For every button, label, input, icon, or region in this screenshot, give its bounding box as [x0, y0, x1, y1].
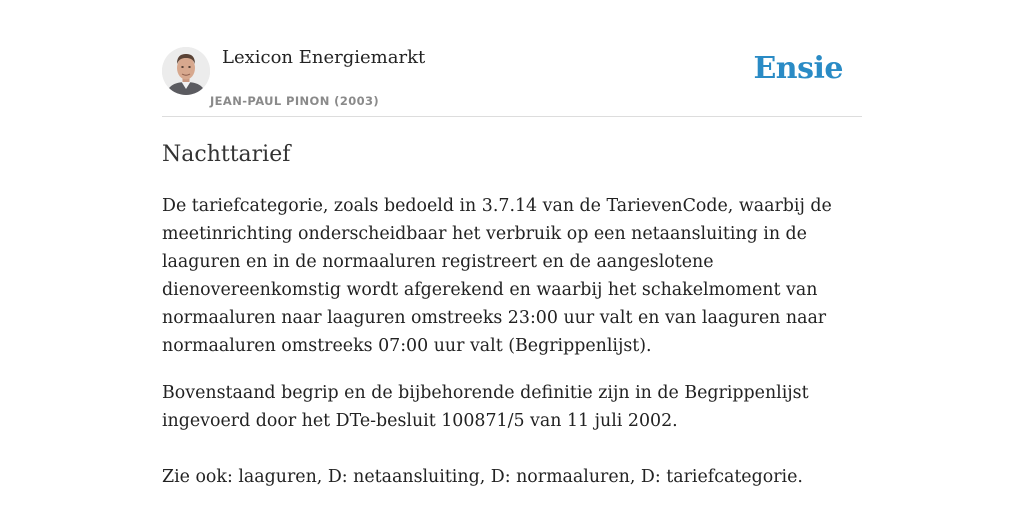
see-also: Zie ook: laaguren, D: netaansluiting, D: normaaluren, D: tariefcategorie. [162, 467, 803, 487]
entry-note: Bovenstaand begrip en de bijbehorende definitie zijn in de Begrippenlijst ingevoerd door het DTe-besluit 100871/5 van 11 juli 2002. [162, 383, 809, 431]
author-portrait-icon [162, 47, 210, 95]
entry-definition: De tariefcategorie, zoals bedoeld in 3.7.14 van de TarievenCode, waarbij de meetinrichting onderscheidbaar het verbruik op een netaansluiting in de laaguren en in de normaaluren registreert en de aangeslotene dienovereenkomstig wordt afgerekend en waarbij het schakelmoment van normaaluren naar laaguren omstreeks 23:00 uur valt en van laaguren naar normaaluren omstreeks 07:00 uur valt (Begrippenlijst). [162, 196, 832, 356]
source-title[interactable]: Lexicon Energiemarkt [222, 47, 426, 68]
brand-logo[interactable]: Ensie [753, 51, 843, 86]
entry-header [162, 0, 862, 117]
entry-term: Nachttarief [162, 142, 291, 167]
entry-card [162, 0, 862, 512]
author-avatar[interactable] [162, 47, 210, 95]
author-name[interactable]: JEAN-PAUL PINON (2003) [210, 94, 380, 108]
